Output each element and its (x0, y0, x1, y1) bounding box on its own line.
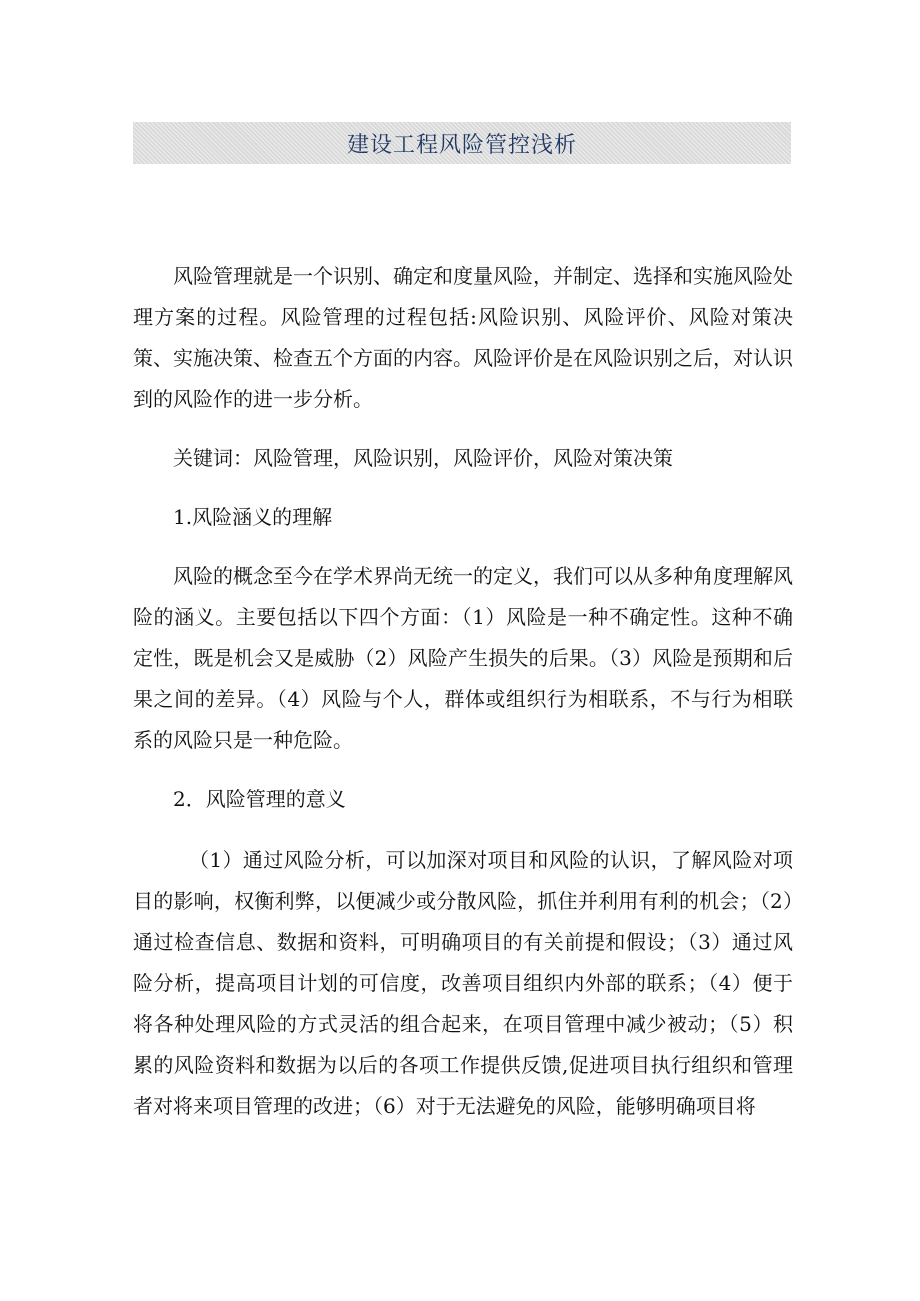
section-heading-2: 2．风险管理的意义 (173, 787, 346, 811)
section-heading-1: 1.风险涵义的理解 (173, 505, 333, 529)
section-2-paragraph: （1）通过风险分析，可以加深对项目和风险的认识，了解风险对项目的影响，权衡利弊，以便减少或分散风险，抓住并利用有利的机会；（2）通过检查信息、数据和资料，可明确项目的有关前提和假设；（3）通过风险分析，提高项目计划的可信度，改善项目组织内外部的联系；（4）便于将各种处理风险的方式灵活的组合起来，在项目管理中减少被动；（5）积累的风险资料和数据为以后的各项工作提供反馈,促进项目执行组织和管理者对将来项目管理的改进；（6）对于无法避免的风险，能够明确项目将 (133, 848, 793, 1118)
title-banner (133, 122, 791, 164)
abstract-paragraph: 风险管理就是一个识别、确定和度量风险，并制定、选择和实施风险处理方案的过程。风险管理的过程包括:风险识别、风险评价、风险对策决策、实施决策、检查五个方面的内容。风险评价是在风险识别之后，对认识到的风险作的进一步分析。 (133, 264, 793, 411)
document-body (133, 256, 793, 1127)
keywords-paragraph: 关键词：风险管理，风险识别，风险评价，风险对策决策 (173, 446, 673, 470)
section-1-paragraph: 风险的概念至今在学术界尚无统一的定义，我们可以从多种角度理解风险的涵义。主要包括以下四个方面：（1）风险是一种不确定性。这种不确定性，既是机会又是威胁（2）风险产生损失的后果。（3）风险是预期和后果之间的差异。（4）风险与个人，群体或组织行为相联系，不与行为相联系的风险只是一种危险。 (133, 564, 793, 752)
document-title: 建设工程风险管控浅析 (346, 132, 577, 158)
